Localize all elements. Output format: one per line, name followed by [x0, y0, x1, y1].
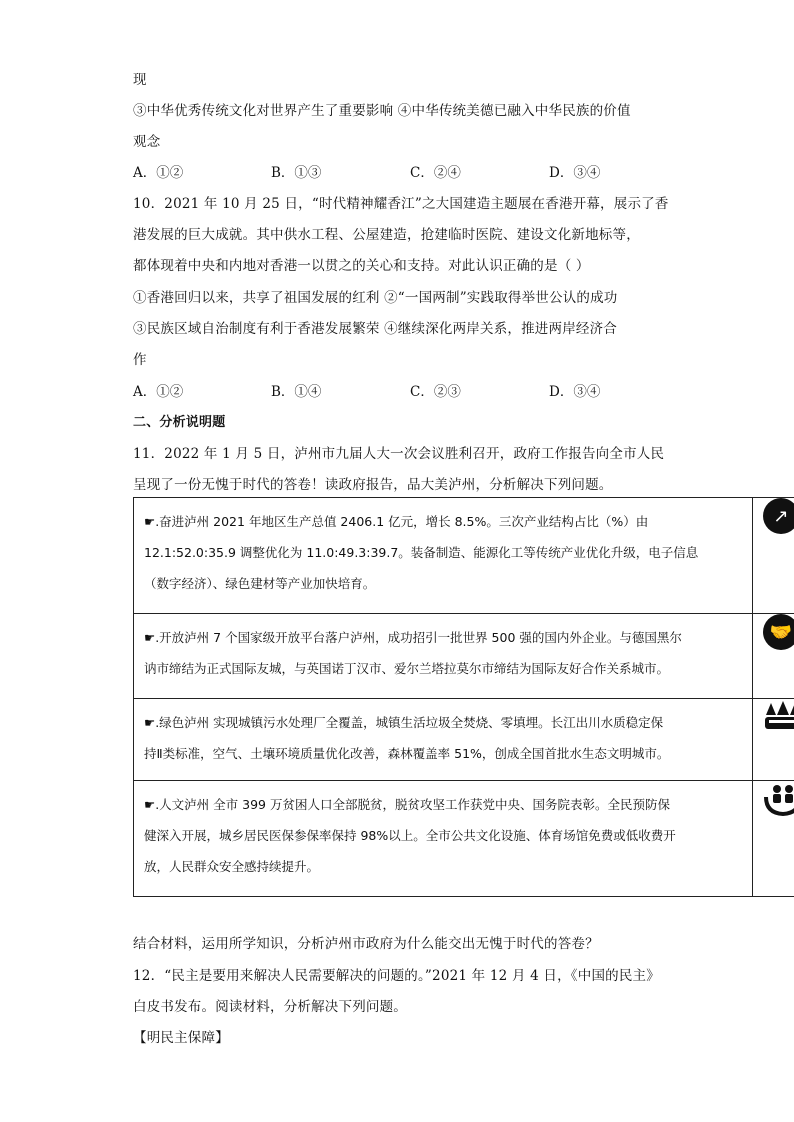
forest-icon — [763, 699, 794, 733]
material-table — [133, 497, 794, 897]
question-10-line: 都体现着中央和内地对香港一以贯之的关心和支持。对此认识正确的是（ ） — [133, 258, 590, 274]
row-text: 健深入开展，城乡居民医保参保率保持 98%以上。全市公共文化设施、体育场馆免费或低收费开 — [144, 828, 676, 843]
table-row — [134, 498, 794, 614]
text-line: 现 — [133, 72, 147, 88]
table-icon-cell — [753, 781, 794, 897]
row-text: 12.1:52.0:35.9 调整优化为 11.0:49.3:39.7。装备制造、能源化工等传统产业优化升级，电子信息 — [144, 545, 699, 560]
question-12-line: 12．“民主是要用来解决人民需要解决的问题的。”2021 年 12 月 4 日，《中国的民主》 — [133, 968, 660, 984]
text-line: 观念 — [133, 134, 161, 150]
row-text: 放，人民群众安全感持续提升。 — [144, 859, 320, 874]
section-heading: 二、分析说明题 — [133, 415, 226, 430]
growth-icon: ↗ — [763, 498, 794, 534]
option-b: B．①③ — [271, 165, 322, 181]
option-a: A．①② — [133, 165, 184, 181]
row-text: ☛.奋进泸州 2021 年地区生产总值 2406.1 亿元，增长 8.5%。三次产业结构占比（%）由 — [144, 514, 649, 529]
question-11-line: 11．2022 年 1 月 5 日，泸州市九届人大一次会议胜利召开，政府工作报告向全市人民 — [133, 446, 665, 462]
table-icon-cell — [753, 614, 794, 699]
option-b: B．①④ — [271, 384, 322, 400]
text-line: ③中华优秀传统文化对世界产生了重要影响 ④中华传统美德已融入中华民族的价值 — [133, 103, 631, 119]
question-10-line: 10．2021 年 10 月 25 日，“时代精神耀香江”之大国建造主题展在香港开幕，展示了香 — [133, 196, 669, 212]
row-text: 持Ⅱ类标准，空气、土壤环境质量优化改善，森林覆盖率 51%，创成全国首批水生态文明城市。 — [144, 746, 670, 761]
question-11-prompt: 结合材料，运用所学知识，分析泸州市政府为什么能交出无愧于时代的答卷？ — [133, 936, 599, 952]
row-text: 讷市缔结为正式国际友城，与英国诺丁汉市、爱尔兰塔拉莫尔市缔结为国际友好合作关系城市。 — [144, 661, 670, 676]
option-d: D．③④ — [549, 384, 601, 400]
table-row — [134, 781, 794, 897]
row-text: ☛.绿色泸州 实现城镇污水处理厂全覆盖，城镇生活垃圾全焚烧、零填埋。长江出川水质稳定保 — [144, 715, 664, 730]
people-care-icon — [763, 781, 794, 817]
subsection-heading: 【明民主保障】 — [133, 1030, 229, 1046]
row-text: ☛.人文泸州 全市 399 万贫困人口全部脱贫，脱贫攻坚工作获党中央、国务院表彰。全民预防保 — [144, 797, 670, 812]
table-cell — [134, 614, 753, 699]
question-10-line: ③民族区域自治制度有利于香港发展繁荣 ④继续深化两岸关系，推进两岸经济合 — [133, 321, 617, 337]
option-d: D．③④ — [549, 165, 601, 181]
row-text: ☛.开放泸州 7 个国家级开放平台落户泸州，成功招引一批世界 500 强的国内外企业。与德国黑尔 — [144, 630, 682, 645]
question-10-line: 港发展的巨大成就。其中供水工程、公屋建造，抢建临时医院、建设文化新地标等， — [133, 227, 640, 243]
table-icon-cell — [753, 699, 794, 781]
table-cell — [134, 699, 753, 781]
table-cell — [134, 498, 753, 614]
question-11-line: 呈现了一份无愧于时代的答卷！读政府报告，品大美泸州，分析解决下列问题。 — [133, 477, 613, 493]
option-c: C．②④ — [410, 165, 461, 181]
row-text: （数字经济）、绿色建材等产业加快培育。 — [144, 576, 376, 591]
question-10-line: 作 — [133, 352, 147, 368]
question-10-line: ①香港回归以来，共享了祖国发展的红利 ②“一国两制”实践取得举世公认的成功 — [133, 290, 618, 306]
option-a: A．①② — [133, 384, 184, 400]
table-row — [134, 699, 794, 781]
handshake-icon: 🤝 — [763, 614, 794, 650]
option-c: C．②③ — [410, 384, 461, 400]
table-row — [134, 614, 794, 699]
question-12-line: 白皮书发布。阅读材料，分析解决下列问题。 — [133, 999, 407, 1015]
table-icon-cell — [753, 498, 794, 614]
table-cell — [134, 781, 753, 897]
